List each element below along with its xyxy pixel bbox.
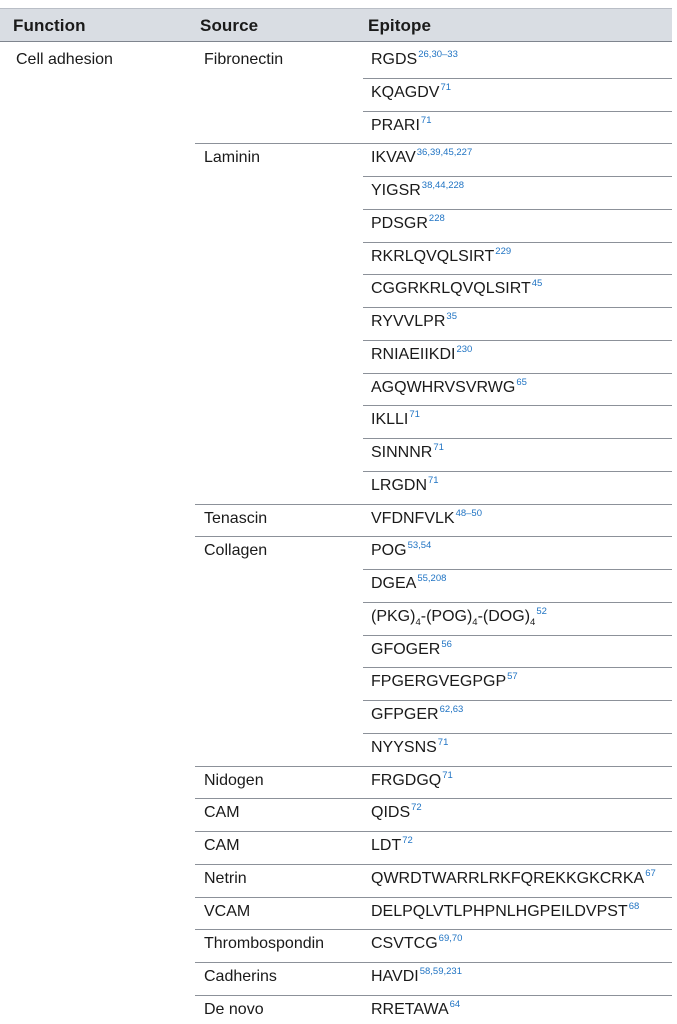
subscript: 4 xyxy=(530,616,536,628)
epitope-sequence: CGGRKRLQVQLSIRT xyxy=(371,280,531,298)
source-cell: Collagen xyxy=(204,542,268,560)
row-divider xyxy=(363,405,672,406)
epitope-cell xyxy=(371,81,452,102)
row-divider xyxy=(363,373,672,374)
reference-citation[interactable]: 68 xyxy=(628,900,640,912)
reference-citation[interactable]: 71 xyxy=(420,114,432,126)
row-divider xyxy=(195,897,672,898)
reference-citation[interactable]: 64 xyxy=(449,998,461,1010)
epitope-sequence: PDSGR xyxy=(371,214,428,232)
epitope-cell xyxy=(371,212,445,233)
row-divider xyxy=(195,766,672,767)
epitope-cell xyxy=(371,474,439,495)
reference-citation[interactable]: 58,59,231 xyxy=(419,966,462,977)
epitope-sequence: QWRDTWARRLRKFQREKKGKCRKA xyxy=(371,869,645,887)
reference-citation[interactable]: 55,208 xyxy=(417,573,447,584)
epitope-sequence: DGEA xyxy=(371,575,417,592)
epitope-cell xyxy=(371,313,457,331)
epitope-sequence: IKVAV xyxy=(371,149,416,167)
epitope-cell xyxy=(371,935,462,953)
epitope-cell xyxy=(371,638,452,659)
reference-citation[interactable]: 62,63 xyxy=(439,704,464,715)
epitope-cell xyxy=(371,182,464,200)
epitope-cell xyxy=(371,736,449,757)
reference-citation[interactable]: 71 xyxy=(428,474,439,486)
epitope-cell xyxy=(371,769,453,790)
epitope-cell xyxy=(371,673,518,691)
row-divider xyxy=(195,929,672,930)
epitope-sequence: GFOGER xyxy=(371,640,441,658)
epitope-sequence: LRGDN xyxy=(371,476,428,494)
reference-citation[interactable]: 52 xyxy=(536,605,547,617)
row-divider xyxy=(363,78,672,79)
reference-citation[interactable]: 71 xyxy=(437,736,449,748)
reference-citation[interactable]: 230 xyxy=(456,343,473,355)
epitope-cell xyxy=(371,575,446,593)
row-divider xyxy=(195,536,672,537)
epitope-cell xyxy=(371,837,413,855)
epitope-sequence: POG xyxy=(371,542,407,560)
reference-citation[interactable]: 36,39,45,227 xyxy=(416,147,473,159)
row-divider xyxy=(363,176,672,177)
source-cell: VCAM xyxy=(204,902,251,920)
epitope-sequence: VFDNFVLK xyxy=(371,509,455,527)
row-divider xyxy=(363,274,672,275)
epitope-cell xyxy=(371,542,431,560)
epitope-sequence: RGDS xyxy=(371,51,418,68)
epitope-sequence: FPGERGVEGPGP xyxy=(371,673,507,691)
epitope-part: (PKG) xyxy=(371,607,416,625)
row-divider xyxy=(363,602,672,603)
row-divider xyxy=(363,340,672,341)
source-cell: Laminin xyxy=(204,149,261,167)
header-source: Source xyxy=(200,16,259,35)
epitope-cell xyxy=(371,444,444,462)
header-function: Function xyxy=(13,16,86,35)
row-divider xyxy=(363,700,672,701)
source-cell: Netrin xyxy=(204,869,247,887)
epitope-cell xyxy=(371,804,422,822)
epitope-cell xyxy=(371,867,656,888)
epitope-cell xyxy=(371,706,463,724)
subscript: 4 xyxy=(472,616,478,628)
row-divider xyxy=(363,569,672,570)
epitope-cell xyxy=(371,411,420,429)
row-divider xyxy=(363,471,672,472)
source-cell: De novo xyxy=(204,1000,264,1018)
epitope-sequence: HAVDI xyxy=(371,968,419,985)
epitope-cell xyxy=(371,51,458,69)
epitope-cell xyxy=(371,149,472,167)
epitope-part: -(POG) xyxy=(420,607,473,625)
reference-citation[interactable]: 38,44,228 xyxy=(421,180,465,191)
row-divider xyxy=(195,143,672,144)
epitope-cell xyxy=(371,968,462,986)
source-cell: Nidogen xyxy=(204,771,264,789)
row-divider xyxy=(363,438,672,439)
reference-citation[interactable]: 57 xyxy=(507,671,518,683)
epitope-sequence: RNIAEIIKDI xyxy=(371,345,456,363)
source-cell: Cadherins xyxy=(204,968,277,985)
row-divider xyxy=(363,733,672,734)
source-cell: Tenascin xyxy=(204,509,268,527)
source-cell: Fibronectin xyxy=(204,51,284,68)
reference-citation[interactable]: 53,54 xyxy=(407,540,432,552)
reference-citation[interactable]: 229 xyxy=(495,245,512,257)
epitope-cell xyxy=(371,376,527,397)
reference-citation[interactable]: 67 xyxy=(645,867,656,879)
epitope-sequence: GFPGER xyxy=(371,706,439,723)
row-divider xyxy=(363,111,672,112)
epitope-cell xyxy=(371,343,473,364)
epitope-sequence: CSVTCG xyxy=(371,935,438,953)
epitope-sequence: RRETAWA xyxy=(371,1000,449,1018)
epitope-sequence: IKLLI xyxy=(371,411,409,429)
reference-citation[interactable]: 72 xyxy=(411,802,422,814)
epitope-sequence: LDT xyxy=(371,837,402,854)
row-divider xyxy=(195,831,672,832)
reference-citation[interactable]: 228 xyxy=(428,212,445,224)
row-divider xyxy=(363,209,672,210)
reference-citation[interactable]: 35 xyxy=(446,311,457,322)
row-divider xyxy=(195,995,672,996)
epitope-sequence: FRGDGQ xyxy=(371,771,442,789)
row-divider xyxy=(363,307,672,308)
row-divider xyxy=(363,635,672,636)
reference-citation[interactable]: 48–50 xyxy=(455,507,482,519)
subscript: 4 xyxy=(415,616,421,628)
reference-citation[interactable]: 26,30–33 xyxy=(418,49,458,60)
row-divider xyxy=(195,504,672,505)
reference-citation[interactable]: 71 xyxy=(440,81,452,93)
reference-citation[interactable]: 45 xyxy=(531,278,543,290)
source-cell: CAM xyxy=(204,837,240,854)
epitope-cell xyxy=(371,605,547,628)
epitope-cell xyxy=(371,245,512,266)
reference-citation[interactable]: 71 xyxy=(442,769,453,781)
row-divider xyxy=(195,962,672,963)
reference-citation[interactable]: 56 xyxy=(441,638,452,650)
reference-citation[interactable]: 71 xyxy=(409,409,420,421)
epitope-part: -(DOG) xyxy=(477,607,531,625)
epitope-sequence: KQAGDV xyxy=(371,83,440,101)
row-divider xyxy=(195,798,672,799)
epitope-cell xyxy=(371,998,461,1019)
row-divider xyxy=(363,667,672,668)
source-cell: CAM xyxy=(204,804,240,822)
reference-citation[interactable]: 69,70 xyxy=(438,933,463,945)
reference-citation[interactable]: 72 xyxy=(402,835,413,846)
epitope-cell xyxy=(371,507,482,528)
table-header xyxy=(0,8,672,42)
source-cell: Thrombospondin xyxy=(204,935,325,953)
epitope-sequence: DELPQLVTLPHPNLHGPEILDVPST xyxy=(371,902,628,920)
epitope-cell xyxy=(371,280,542,298)
header-epitope: Epitope xyxy=(368,16,432,35)
epitope-sequence: QIDS xyxy=(371,804,411,822)
function-cell: Cell adhesion xyxy=(16,51,113,68)
epitope-sequence: NYYSNS xyxy=(371,738,437,756)
epitope-sequence: YIGSR xyxy=(371,182,421,199)
epitope-sequence: AGQWHRVSVRWG xyxy=(371,378,516,396)
epitope-cell xyxy=(371,900,640,921)
epitope-sequence: RKRLQVQLSIRT xyxy=(371,247,495,265)
row-divider xyxy=(363,242,672,243)
row-divider xyxy=(195,864,672,865)
epitope-sequence: RYVVLPR xyxy=(371,313,446,330)
reference-citation[interactable]: 71 xyxy=(433,442,444,453)
epitope-sequence: PRARI xyxy=(371,116,420,134)
reference-citation[interactable]: 65 xyxy=(516,376,527,388)
epitope-sequence: SINNNR xyxy=(371,444,433,461)
epitope-cell xyxy=(371,114,432,135)
